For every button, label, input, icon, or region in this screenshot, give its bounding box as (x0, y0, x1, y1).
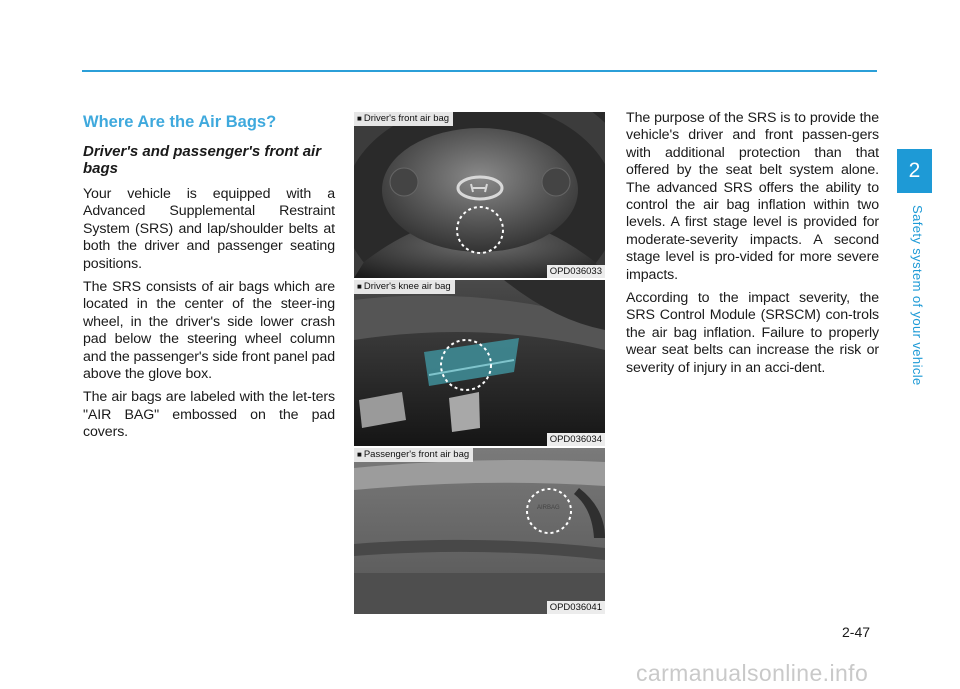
photo-caption (354, 280, 455, 294)
chapter-number-tab (897, 149, 932, 193)
photo-caption (354, 448, 473, 462)
body-paragraph: The SRS consists of air bags which are located in the center of the steer-ing wheel, in the driver's side lower crash pad below the steering wheel column and the passenger's side front panel pad above the glove box. (83, 279, 335, 383)
body-paragraph: The purpose of the SRS is to provide the vehicle's driver and front passen-gers with additional protection than that offered by the seat belt system alone. The advanced SRS offers the ability to control the air bag inflation within two levels. A first stage level is provided for moderate-severity impacts. A second stage level is pro-vided for more severe impacts. (626, 110, 879, 283)
header-rule (82, 70, 877, 72)
photo-code: OPD036041 (547, 601, 605, 614)
square-bullet-icon: ■ (357, 282, 362, 291)
steering-wheel-illustration (354, 112, 605, 278)
section-title: Where Are the Air Bags? (83, 113, 277, 131)
body-paragraph: Your vehicle is equipped with a Advanced Supplemental Restraint System (SRS) and lap/shoulder belts at both the driver and passenger seating positions. (83, 186, 335, 272)
photo-code: OPD036033 (547, 265, 605, 278)
photo-caption (354, 112, 453, 126)
left-column (83, 113, 335, 448)
steering-wheel-photo (354, 112, 605, 278)
square-bullet-icon: ■ (357, 450, 362, 459)
knee-airbag-photo (354, 280, 605, 446)
body-paragraph: The air bags are labeled with the let-ters "AIR BAG" embossed on the pad covers. (83, 389, 335, 441)
watermark: carmanualsonline.info (636, 660, 869, 686)
page-number: 2-47 (842, 624, 871, 640)
photo-column (354, 112, 605, 616)
photo-caption-text: Driver's front air bag (363, 113, 450, 124)
photo-caption-text: Driver's knee air bag (363, 281, 451, 292)
knee-airbag-illustration (354, 280, 605, 446)
square-bullet-icon: ■ (357, 114, 362, 123)
photo-caption-text: Passenger's front air bag (363, 449, 470, 460)
chapter-number: 2 (908, 159, 921, 182)
body-paragraph: According to the impact severity, the SRS Control Module (SRSCM) con-trols the air bag inflation. Failure to properly wear seat belts can increase the risk or severity of injury in an acci-dent. (626, 290, 879, 376)
passenger-airbag-photo (354, 448, 605, 614)
airbag-emboss-text: AIRBAG (537, 505, 560, 511)
chapter-title: Safety system of your vehicle (910, 205, 925, 386)
dashboard-illustration (354, 448, 605, 614)
right-column (626, 110, 879, 383)
subsection-title: Driver's and passenger's front air bags (83, 143, 322, 177)
photo-code: OPD036034 (547, 433, 605, 446)
